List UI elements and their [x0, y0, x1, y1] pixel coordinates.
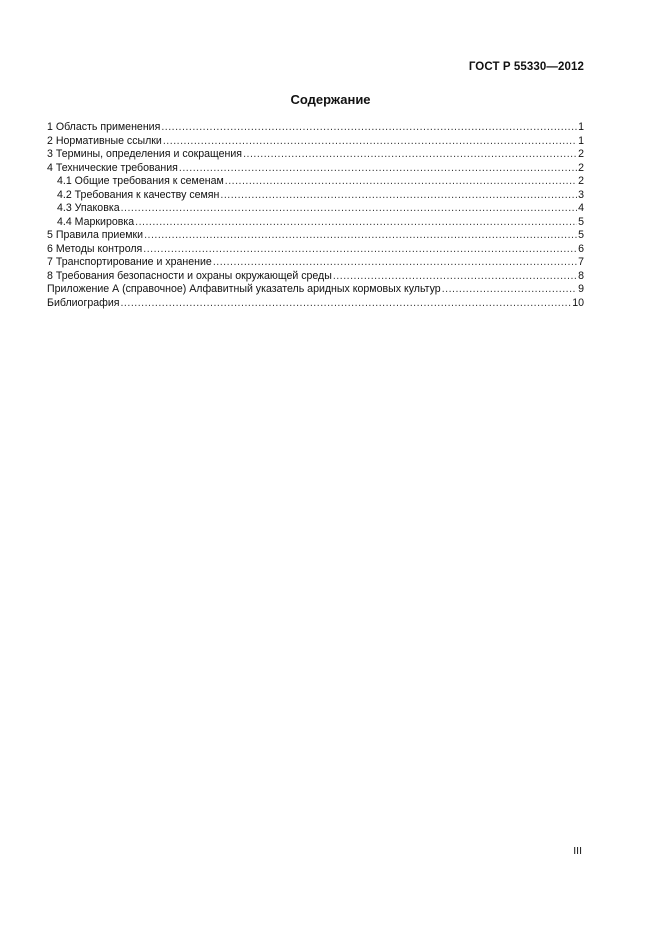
toc-entry[interactable]	[47, 256, 584, 270]
toc-subentry[interactable]	[47, 216, 584, 230]
toc-entry-page: 9	[578, 283, 584, 295]
toc-dot-leader	[120, 297, 571, 311]
toc-entry-label: 1 Область применения	[47, 121, 161, 133]
toc-entry-label: Библиография	[47, 296, 120, 309]
document-header	[469, 61, 584, 73]
toc-dot-leader	[179, 162, 577, 176]
toc-entry-page: 2	[578, 161, 584, 174]
toc-entry-page: 10	[572, 296, 584, 309]
toc-entry-label: 3 Термины, определения и сокращения	[47, 148, 243, 160]
toc-subentry[interactable]	[47, 202, 584, 216]
toc-dot-leader	[243, 148, 577, 162]
toc-entry-label: Приложение А (справочное) Алфавитный указатель аридных кормовых культур	[47, 283, 441, 295]
toc-entry-label: 6 Методы контроля	[47, 242, 143, 255]
toc-entry[interactable]	[47, 148, 584, 162]
toc-dot-leader	[220, 189, 577, 203]
toc-entry[interactable]	[47, 135, 584, 149]
toc-entry[interactable]	[47, 229, 584, 243]
table-of-contents	[47, 121, 584, 310]
toc-dot-leader	[143, 243, 577, 257]
toc-entry[interactable]	[47, 121, 584, 135]
toc-dot-leader	[333, 270, 577, 284]
toc-entry-label: 7 Транспортирование и хранение	[47, 256, 212, 268]
page-number: III	[573, 845, 582, 857]
toc-entry-page: 2	[578, 175, 584, 187]
toc-entry-label: 4 Технические требования	[47, 161, 178, 174]
toc-subentry[interactable]	[47, 175, 584, 189]
toc-title: Содержание	[290, 92, 371, 107]
toc-dot-leader	[163, 135, 577, 149]
toc-dot-leader	[144, 229, 577, 243]
toc-entry-page: 2	[578, 148, 584, 160]
toc-entry-page: 3	[578, 188, 584, 201]
toc-dot-leader	[135, 216, 577, 230]
toc-entry-label: 2 Нормативные ссылки	[47, 134, 162, 147]
toc-entry-label: 8 Требования безопасности и охраны окружающей среды	[47, 269, 332, 282]
toc-entry-label: 4.4 Маркировка	[57, 215, 135, 228]
toc-entry[interactable]	[47, 297, 584, 311]
toc-entry[interactable]	[47, 270, 584, 284]
toc-subentry[interactable]	[47, 189, 584, 203]
toc-dot-leader	[442, 283, 577, 297]
toc-entry-page: 8	[578, 269, 584, 282]
toc-entry-page: 7	[578, 256, 584, 268]
toc-entry-page: 1	[578, 121, 584, 133]
toc-entry[interactable]	[47, 243, 584, 257]
toc-dot-leader	[161, 121, 577, 135]
toc-entry-label: 4.2 Требования к качеству семян	[57, 188, 220, 201]
toc-entry-label: 5 Правила приемки	[47, 229, 144, 241]
toc-entry-page: 1	[578, 134, 584, 147]
toc-dot-leader	[225, 175, 577, 189]
standard-id: ГОСТ Р 55330—2012	[468, 61, 584, 73]
toc-entry[interactable]	[47, 283, 584, 297]
toc-entry-label: 4.1 Общие требования к семенам	[57, 175, 224, 187]
toc-dot-leader	[213, 256, 577, 270]
toc-entry-page: 6	[578, 242, 584, 255]
toc-entry-page: 5	[578, 215, 584, 228]
toc-dot-leader	[121, 202, 578, 216]
toc-entry-label: 4.3 Упаковка	[57, 202, 120, 214]
toc-entry-page: 5	[578, 229, 584, 241]
toc-entry[interactable]	[47, 162, 584, 176]
toc-entry-page: 4	[578, 202, 584, 214]
